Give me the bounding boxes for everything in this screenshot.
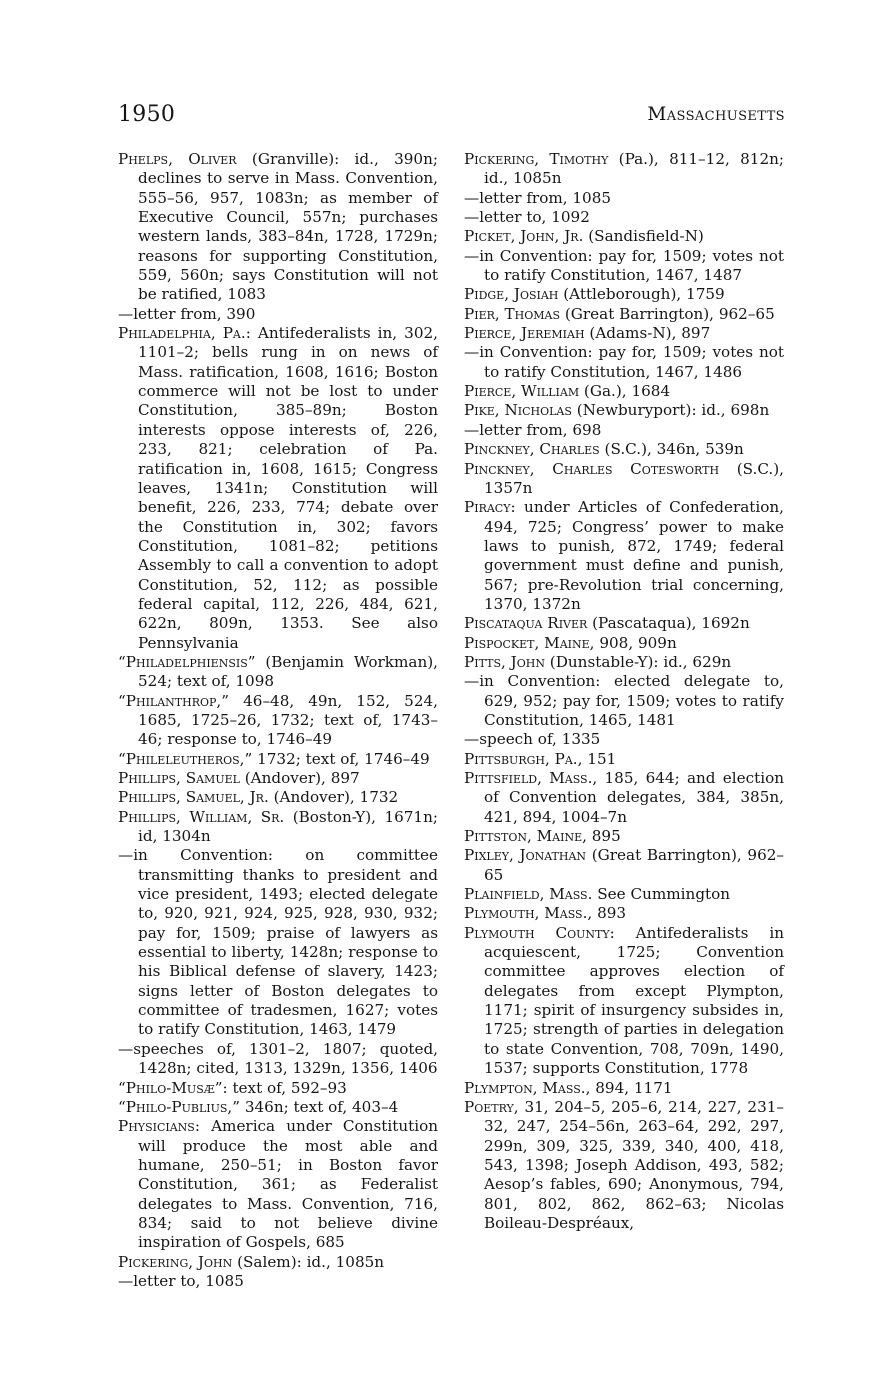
index-entry xyxy=(464,150,784,189)
entry-heading: Piracy: xyxy=(464,498,516,517)
entry-text: —letter to, 1092 xyxy=(464,208,590,227)
index-entry xyxy=(118,750,438,769)
entry-heading: Phillips, Samuel xyxy=(118,769,240,787)
index-entry xyxy=(464,382,784,401)
index-entry xyxy=(464,498,784,614)
entry-heading: Pittston, Maine, xyxy=(464,827,587,846)
index-subentry xyxy=(464,672,784,730)
index-entry xyxy=(118,769,438,788)
index-entry xyxy=(118,150,438,305)
entry-text: under Articles of Confederation, 494, 725; Congress’ power to make laws to punish, 872, 1749; federal government must define and punish, 567; pre-Revolution trial concerning, 1370, 1372n xyxy=(484,498,784,613)
entry-heading: Pittsfield, Mass., xyxy=(464,769,598,787)
index-entry xyxy=(118,1117,438,1252)
index-entry xyxy=(118,1253,438,1272)
entry-text: America under Constitution will produce the most able and humane, 250–51; in Boston favor Constitution, 361; as Federalist delegates to Mass. Convention, 716, 834; said to not believe divine inspiration of Gospels, 685 xyxy=(138,1117,438,1252)
entry-heading: Plymouth County: xyxy=(464,923,615,942)
index-entry xyxy=(464,460,784,499)
index-entry xyxy=(118,1098,438,1117)
entry-text: (Adams-N), 897 xyxy=(584,324,711,343)
entry-text: 893 xyxy=(592,904,627,923)
index-subentry xyxy=(118,1272,438,1291)
entry-heading: Pidge, Josiah xyxy=(464,285,559,304)
index-subentry xyxy=(118,846,438,1039)
entry-heading: Pispocket, Maine, xyxy=(464,633,595,652)
index-entry xyxy=(464,885,784,904)
entry-text: (Andover), 897 xyxy=(239,769,360,787)
entry-heading: “Philo-Publius,” xyxy=(118,1097,240,1116)
entry-text: —speeches of, 1301–2, 1807; quoted, 1428n; cited, 1313, 1329n, 1356, 1406 xyxy=(118,1039,438,1078)
entry-text: —letter from, 698 xyxy=(464,420,602,439)
entry-heading: “Philadelphiensis” xyxy=(118,652,256,671)
index-subentry xyxy=(464,208,784,227)
entry-text: (Pa.), 811–12, 812n; id., 1085n xyxy=(484,150,785,188)
entry-text: 151 xyxy=(582,749,617,768)
index-entry xyxy=(118,788,438,807)
index-entry xyxy=(464,1079,784,1098)
entry-text: (Salem): id., 1085n xyxy=(232,1252,385,1271)
entry-heading: Pickering, John xyxy=(118,1252,233,1271)
entry-text: 894, 1171 xyxy=(590,1078,673,1097)
index-entry xyxy=(464,924,784,1079)
index-entry xyxy=(464,1098,784,1233)
entry-heading: Pitts, John xyxy=(464,652,545,671)
index-entry xyxy=(464,285,784,304)
entry-heading: Pike, Nicholas xyxy=(464,401,572,420)
entry-text: 346n; text of, 403–4 xyxy=(240,1097,399,1116)
entry-heading: Piscataqua River xyxy=(464,614,588,633)
index-column-right xyxy=(464,150,784,1233)
entry-heading: “Philanthrop,” xyxy=(118,691,230,710)
index-subentry xyxy=(118,305,438,324)
entry-text: —letter from, 1085 xyxy=(464,188,612,207)
index-entry xyxy=(118,692,438,750)
index-entry xyxy=(118,653,438,692)
index-entry xyxy=(464,769,784,827)
entry-text: (Great Barrington), 962–65 xyxy=(560,304,775,323)
entry-heading: Phelps, Oliver xyxy=(118,150,237,168)
entry-heading: Pittsburgh, Pa., xyxy=(464,749,583,768)
entry-text: See Cummington xyxy=(592,885,731,904)
entry-text: (S.C.), 1357n xyxy=(484,459,784,497)
entry-text: (Great Barrington), 962–65 xyxy=(484,846,784,884)
index-entry xyxy=(464,305,784,324)
entry-heading: Picket, John, Jr. xyxy=(464,227,584,246)
entry-text: 1732; text of, 1746–49 xyxy=(252,749,430,768)
index-entry xyxy=(464,401,784,420)
entry-text: (Ga.), 1684 xyxy=(579,382,671,401)
index-entry xyxy=(464,227,784,246)
index-subentry xyxy=(464,247,784,286)
entry-heading: Pierce, William xyxy=(464,382,580,401)
entry-text: —letter from, 390 xyxy=(118,304,256,323)
entry-heading: “Phileleutheros,” xyxy=(118,749,253,768)
entry-text: (Dunstable-Y): id., 629n xyxy=(544,652,732,671)
entry-heading: Plainfield, Mass. xyxy=(464,885,593,904)
index-entry xyxy=(118,324,438,653)
entry-heading: Phillips, Samuel, Jr. xyxy=(118,788,269,807)
entry-text: (Pascataqua), 1692n xyxy=(587,614,750,633)
index-subentry xyxy=(464,730,784,749)
entry-heading: Philadelphia, Pa.: xyxy=(118,324,251,343)
index-entry xyxy=(464,324,784,343)
entry-text: (Granville): id., 390n; declines to serve in Mass. Convention, 555–56, 957, 1083n; as member of Executive Council, 557n; purchases western lands, 383–84n, 1728, 1729n; reasons for supporting Constitution, 559, 560n; says Constitution will not be ratified, 1083 xyxy=(138,150,438,304)
index-entry xyxy=(464,634,784,653)
entry-text: text of, 592–93 xyxy=(227,1078,347,1097)
entry-text: (Benjamin Workman), 524; text of, 1098 xyxy=(138,652,438,691)
entry-text: —in Convention: elected delegate to, 629, 952; pay for, 1509; votes to ratify Constitution, 1465, 1481 xyxy=(464,672,784,729)
entry-text: —in Convention: pay for, 1509; votes not to ratify Constitution, 1467, 1486 xyxy=(464,343,784,381)
page-number: 1950 xyxy=(118,102,176,127)
entry-text: 46–48, 49n, 152, 524, 1685, 1725–26, 1732; text of, 1743–46; response to, 1746–49 xyxy=(138,691,438,749)
entry-heading: “Philo-Musæ”: xyxy=(118,1078,228,1097)
entry-text: Antifederalists in acquiescent, 1725; Convention committee approves election of delegates from except Plympton, 1171; spirit of insurgency subsides in, 1725; strength of parties in delegation to state Convention, 708, 709n, 1490, 1537; supports Constitution, 1778 xyxy=(484,923,785,1078)
entry-heading: Pinckney, Charles xyxy=(464,440,600,459)
entry-text: 908, 909n xyxy=(594,633,677,652)
index-subentry xyxy=(118,1040,438,1079)
entry-text: (Andover), 1732 xyxy=(268,788,399,807)
index-subentry xyxy=(464,421,784,440)
index-entry xyxy=(464,653,784,672)
entry-heading: Pier, Thomas xyxy=(464,304,561,323)
index-subentry xyxy=(464,189,784,208)
entry-heading: Pinckney, Charles Cotesworth xyxy=(464,459,720,478)
index-entry xyxy=(464,614,784,633)
entry-heading: Pierce, Jeremiah xyxy=(464,324,585,343)
entry-text: (S.C.), 346n, 539n xyxy=(599,440,744,459)
entry-heading: Phillips, William, Sr. xyxy=(118,807,285,826)
index-entry xyxy=(464,440,784,459)
entry-heading: Plympton, Mass., xyxy=(464,1078,591,1097)
entry-text: 895 xyxy=(586,827,621,846)
entry-text: 185, 644; and election of Convention delegates, 384, 385n, 421, 894, 1004–7n xyxy=(484,769,784,826)
entry-text: Antifederalists in, 302, 1101–2; bells rung in on news of Mass. ratification, 1608, 1616; Boston commerce will not be lost to under Constitution, 385–89n; Boston interests oppose interests of, 226, 233, 821; celebration of Pa. ratification in, 1608, 1615; Congress leaves, 1341n; Constitution will benefit, 226, 233, 774; debate over the Constitution in, 302; favors Constitution, 1081–82; petitions Assembly to call a convention to adopt Constitution, 52, 112; as possible federal capital, 112, 226, 484, 621, 622n, 809n, 1353. See also Pennsylvania xyxy=(138,324,438,652)
entry-text: (Sandisfield-N) xyxy=(583,227,704,246)
index-entry xyxy=(118,808,438,847)
entry-text: —in Convention: on committee transmitting thanks to president and vice president, 1493; elected delegate to, 920, 921, 924, 925, 928, 930, 932; pay for, 1509; praise of lawyers as essential to liberty, 1428n; response to his Biblical defense of slavery, 1423; signs letter of Boston delegates to committee of tradesmen, 1627; votes to ratify Constitution, 1463, 1479 xyxy=(118,846,438,1039)
entry-text: (Newburyport): id., 698n xyxy=(571,401,770,420)
entry-heading: Pickering, Timothy xyxy=(464,150,609,168)
index-entry xyxy=(464,827,784,846)
index-column-left xyxy=(118,150,438,1291)
entry-text: (Attleborough), 1759 xyxy=(558,285,725,304)
index-entry xyxy=(464,750,784,769)
entry-heading: Physicians: xyxy=(118,1117,200,1136)
entry-heading: Pixley, Jonathan xyxy=(464,846,587,865)
entry-text: (Boston-Y), 1671n; id, 1304n xyxy=(138,807,438,846)
index-entry xyxy=(464,846,784,885)
entry-text: —in Convention: pay for, 1509; votes not to ratify Constitution, 1467, 1487 xyxy=(464,246,784,285)
entry-text: —speech of, 1335 xyxy=(464,730,601,749)
entry-text: 31, 204–5, 205–6, 214, 227, 231–32, 247, 254–56n, 263–64, 292, 297, 299n, 309, 325, 339, 340, 400, 418, 543, 1398; Joseph Addison, 493, 582; Aesop’s fables, 690; Anonymous, 794, 801, 802, 862, 862–63; Nicolas Boileau-Despréaux, xyxy=(484,1097,784,1232)
index-entry xyxy=(118,1079,438,1098)
index-subentry xyxy=(464,343,784,382)
entry-text: —letter to, 1085 xyxy=(118,1271,244,1290)
entry-heading: Plymouth, Mass., xyxy=(464,904,593,923)
index-entry xyxy=(464,904,784,923)
running-head: Massachusetts xyxy=(647,104,785,125)
entry-heading: Poetry, xyxy=(464,1097,519,1116)
